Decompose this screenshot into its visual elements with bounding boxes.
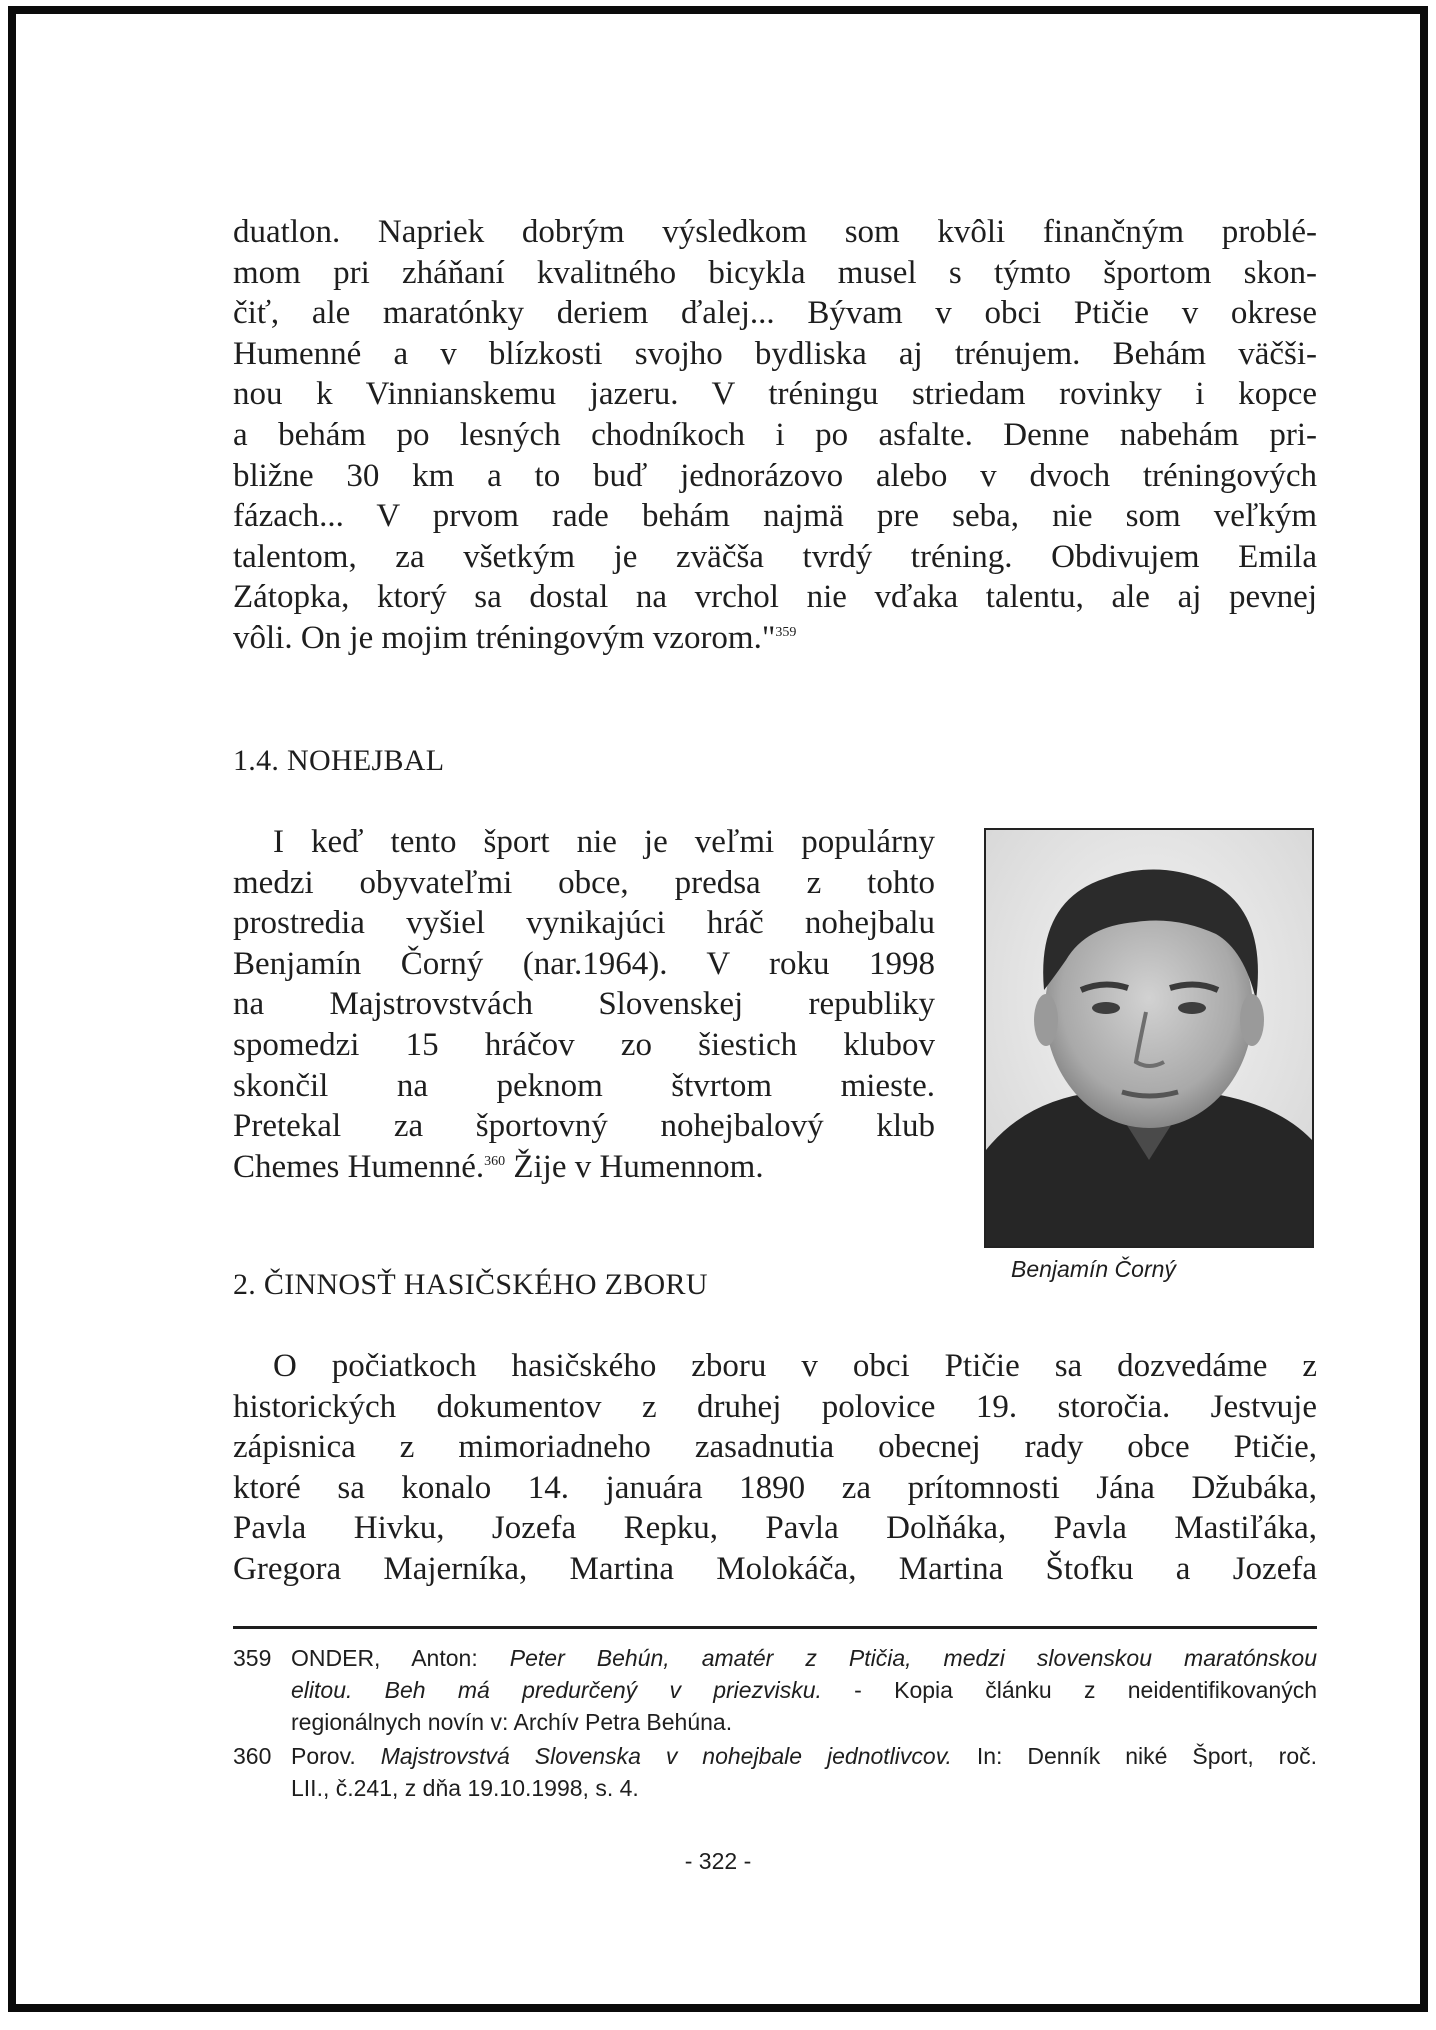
text-line-last — [233, 618, 1317, 659]
section-heading-nohejbal: 1.4. NOHEJBAL — [233, 744, 445, 777]
footnote-line — [291, 1642, 1317, 1674]
footnote-line: LII., č.241, z dňa 19.10.1998, s. 4. — [291, 1775, 639, 1801]
text-line: Benjamín Čorný (nar.1964). V roku 1998 — [233, 945, 935, 982]
footnote-ref-360: 360 — [484, 1153, 506, 1169]
footnote-number: 360 — [233, 1743, 272, 1769]
text-line: Zátopka, ktorý sa dostal na vrchol nie vďaka talentu, ale aj pevnej — [233, 579, 1317, 616]
text-line: a behám po lesných chodníkoch i po asfalte. Denne nabehám pri- — [233, 416, 1317, 453]
footnote-title: elitou. Beh má predurčený v priezvisku. — [291, 1677, 822, 1703]
text-line: spomedzi 15 hráčov zo šiestich klubov — [233, 1026, 935, 1063]
text-line: I keď tento šport nie je veľmi populárny — [273, 824, 935, 860]
text-line: talentom, za všetkým je zväčša tvrdý tréning. Obdivujem Emila — [233, 538, 1317, 575]
portrait-illustration — [986, 830, 1312, 1246]
footnote-360 — [233, 1740, 1317, 1804]
text-line: zápisnica z mimoriadneho zasadnutia obecnej rady obce Ptičie, — [233, 1429, 1317, 1466]
text-line: ktoré sa konalo 14. januára 1890 za prítomnosti Jána Džubáka, — [233, 1469, 1317, 1506]
footnote-line — [291, 1740, 1317, 1772]
text-fragment: Žije v Humennom. — [505, 1148, 764, 1185]
text-line: Pavla Hivku, Jozefa Repku, Pavla Dolňáka, Pavla Mastiľáka, — [233, 1510, 1317, 1547]
text-line: skončil na peknom štvrtom mieste. — [233, 1067, 935, 1104]
photo-caption: Benjamín Čorný — [1011, 1256, 1176, 1282]
text-line: historických dokumentov z druhej polovice 19. storočia. Jestvuje — [233, 1388, 1317, 1425]
text-line: mom pri zháňaní kvalitného bicykla musel s týmto športom skon- — [233, 254, 1317, 291]
footnote-line — [291, 1674, 1317, 1706]
footnote-text: - Kopia článku z neidentifikovaných — [821, 1677, 1317, 1703]
intro-paragraph — [233, 212, 1317, 659]
text-line: prostredia vyšiel vynikajúci hráč nohejbalu — [233, 905, 935, 942]
text-line: Pretekal za športovný nohejbalový klub — [233, 1108, 935, 1145]
footnote-text: In: Denník niké Šport, roč. — [951, 1743, 1318, 1769]
footnote-number: 359 — [233, 1645, 272, 1671]
text-fragment: Chemes Humenné. — [233, 1148, 485, 1185]
footnote-text: Porov. — [291, 1743, 381, 1769]
section-heading-hasicsky-zbor: 2. ČINNOSŤ HASIČSKÉHO ZBORU — [233, 1268, 708, 1301]
text-line-last — [233, 1147, 935, 1188]
portrait-photo — [984, 828, 1314, 1248]
text-line: fázach... V prvom rade behám najmä pre seba, nie som veľkým — [233, 498, 1317, 535]
text-line: Humenné a v blízkosti svojho bydliska aj trénujem. Behám väčši- — [233, 335, 1317, 372]
text-line: bližne 30 km a to buď jednorázovo alebo v dvoch tréningových — [233, 457, 1317, 494]
text-line: duatlon. Napriek dobrým výsledkom som kvôli finančným problé- — [233, 214, 1317, 250]
text-line: medzi obyvateľmi obce, predsa z tohto — [233, 864, 935, 901]
text-line: nou k Vinnianskemu jazeru. V tréningu striedam rovinky i kopce — [233, 376, 1317, 413]
text-line: Gregora Majerníka, Martina Molokáča, Martina Štofku a Jozefa — [233, 1550, 1317, 1587]
text-line: na Majstrovstvách Slovenskej republiky — [233, 986, 935, 1023]
text-line: O počiatkoch hasičského zboru v obci Ptičie sa dozvedáme z — [273, 1348, 1317, 1384]
footnote-author: ONDER, Anton: — [291, 1645, 510, 1671]
footnote-line: regionálnych novín v: Archív Petra Behúna. — [291, 1709, 733, 1735]
hasicsky-zbor-paragraph — [233, 1346, 1317, 1590]
page-number: - 322 - — [684, 1848, 752, 1874]
footnote-divider — [233, 1626, 1317, 1629]
text-line: čiť, ale maratónky deriem ďalej... Bývam v obci Ptičie v okrese — [233, 295, 1317, 332]
footnotes — [233, 1642, 1317, 1806]
nohejbal-paragraph — [233, 822, 935, 1187]
footnote-title: Peter Behún, amatér z Ptičia, medzi slovenskou maratónskou — [509, 1645, 1317, 1671]
document-page — [8, 6, 1428, 2012]
footnote-359 — [233, 1642, 1317, 1738]
footnote-title: Majstrovstvá Slovenska v nohejbale jednotlivcov. — [380, 1743, 952, 1769]
text-fragment: vôli. On je mojim tréningovým vzorom." — [233, 619, 776, 656]
footnote-ref-359: 359 — [775, 624, 797, 640]
